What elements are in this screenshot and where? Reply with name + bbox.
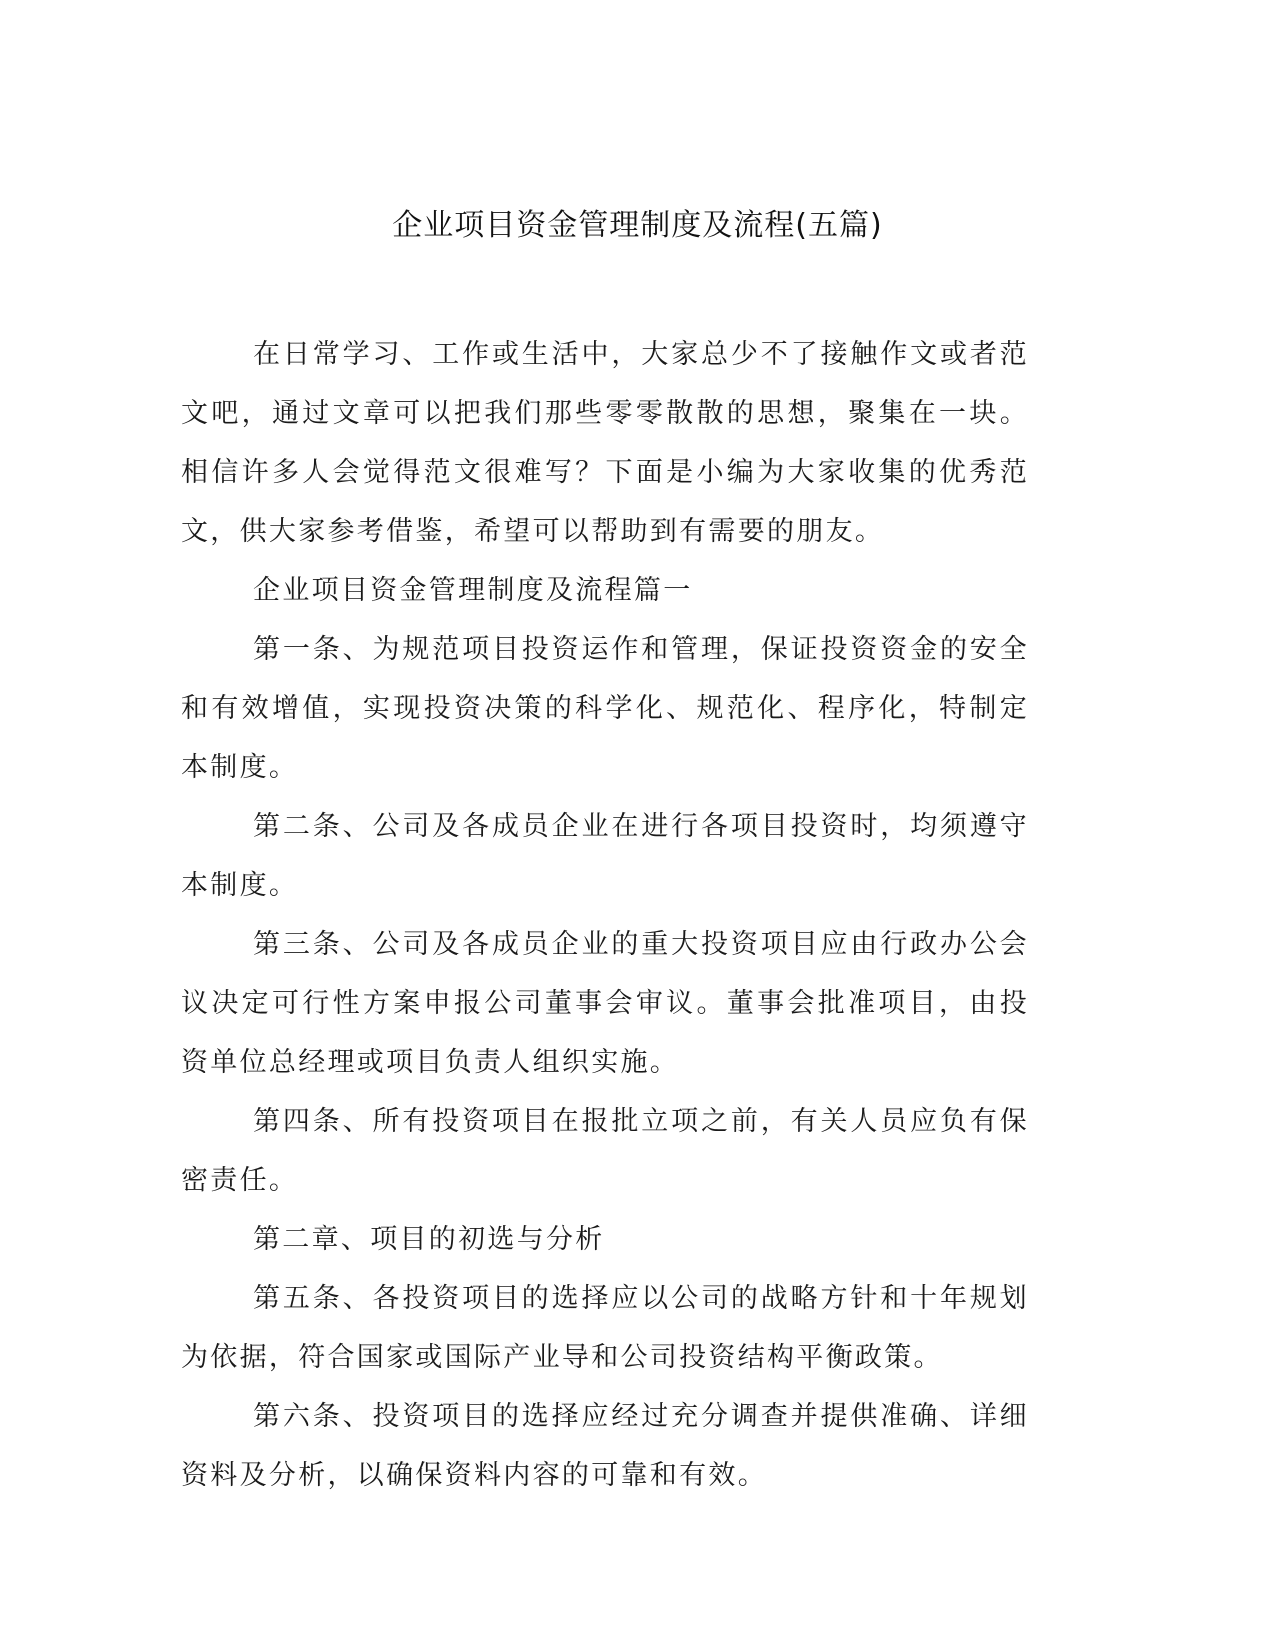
document-body <box>181 325 1029 1505</box>
article-4-paragraph: 第四条、所有投资项目在报批立项之前，有关人员应负有保密责任。 <box>181 1106 1029 1196</box>
section-heading-part-one: 企业项目资金管理制度及流程篇一 <box>253 575 693 606</box>
chapter-2-heading: 第二章、项目的初选与分析 <box>253 1224 605 1255</box>
document-title: 企业项目资金管理制度及流程(五篇) <box>392 208 883 243</box>
article-1-paragraph: 第一条、为规范项目投资运作和管理，保证投资资金的安全和有效增值，实现投资决策的科学化、规范化、程序化，特制定本制度。 <box>181 634 1029 783</box>
article-6-paragraph: 第六条、投资项目的选择应经过充分调查并提供准确、详细资料及分析，以确保资料内容的可靠和有效。 <box>181 1401 1029 1491</box>
article-5-paragraph: 第五条、各投资项目的选择应以公司的战略方针和十年规划为依据，符合国家或国际产业导和公司投资结构平衡政策。 <box>181 1283 1029 1373</box>
article-2-paragraph: 第二条、公司及各成员企业在进行各项目投资时，均须遵守本制度。 <box>181 811 1029 901</box>
article-3-paragraph: 第三条、公司及各成员企业的重大投资项目应由行政办公会议决定可行性方案申报公司董事会审议。董事会批准项目，由投资单位总经理或项目负责人组织实施。 <box>181 929 1029 1078</box>
intro-paragraph: 在日常学习、工作或生活中，大家总少不了接触作文或者范文吧，通过文章可以把我们那些零零散散的思想，聚集在一块。相信许多人会觉得范文很难写？下面是小编为大家收集的优秀范文，供大家参考借鉴，希望可以帮助到有需要的朋友。 <box>181 339 1029 547</box>
